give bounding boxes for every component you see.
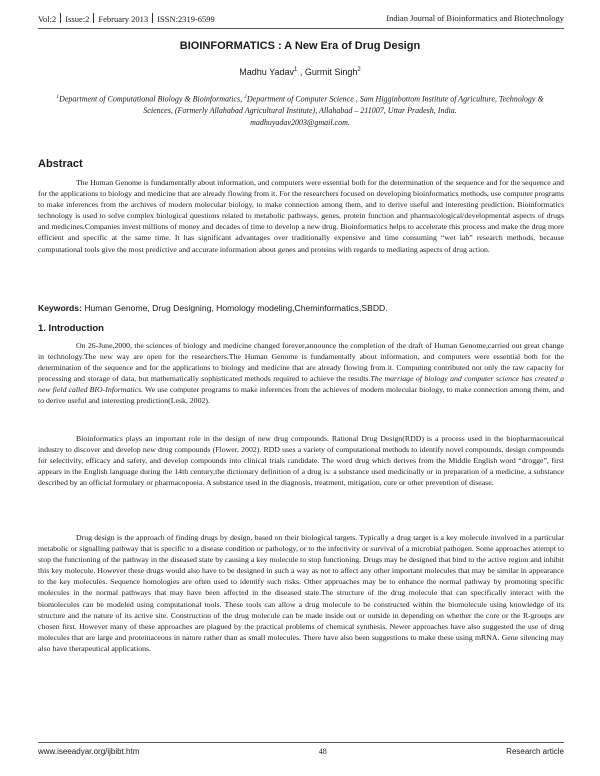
intro-paragraph-1	[38, 340, 564, 407]
intro-paragraph-3: Drug design is the approach of finding drugs by design, based on their biological targets. Typically a drug target is a key molecule involved in a particular metabolic or signalling pathway that is specific to a disease condition or pathology, or to the infectivity or survival of a microbial pathogen. Some approaches attempt to stop the functioning of the pathway in the diseased state by causing a key molecule to stop functioning. Drugs may be designed that bind to the active region and inhibit this key molecule. However these drugs would also have to be designed in such a way as not to affect any other important molecules that may be similar in appearance to the key molecules. Sequence homologies are often used to identify such risks. Other approaches may be to enhance the normal pathway by promoting specific molecules in the normal pathways that may have been affected in the diseased state.The structure of the drug molecule that can specifically interact with the biomolecules can be modeled using computational tools. These tools can allow a drug molecule to be constructed within the biomolecule using knowledge of its structure and the nature of its active site. Construction of the drug molecule can be made inside out or outside in depending on whether the core or the R-groups are chosen first. However many of these approaches are plagued by the practical problems of chemical synthesis. Newer approaches have also suggested the use of drug molecules that are large and proteinaceous in nature rather than as small molecules. There have also been suggestions to make these using mRNA. Gene silencing may also have therapeutical applications.	[38, 533, 564, 653]
keywords	[38, 303, 564, 313]
author-separator: ,	[297, 67, 305, 77]
journal-name: Indian Journal of Bioinformatics and Biotechnology	[386, 13, 564, 23]
affiliation	[44, 92, 556, 128]
footer-rule	[38, 742, 564, 743]
author-superscript: 1	[293, 67, 298, 73]
author-superscript: 2	[357, 67, 361, 73]
email-link[interactable]: madhuyadav2003@gmail.com.	[250, 117, 350, 127]
intro-p1-text: On 26-June,2000, the sciences of biology and medicine changed forever,announce the completion of the draft of Human Genome,carried out great change in technology.The new way are open for the researchers.The Human Genome is fundamentally about information, and computers were essential both for the determination of the sequence and for the applications to biology and medicine that are already flowing from it. Computing contributed not only the raw capacity for processing and storage of data, but mathematically sophisticated methods required to achieve the results.	[38, 341, 564, 384]
running-header	[38, 13, 564, 24]
issue: Issue:2	[65, 14, 90, 24]
article-type: Research article	[506, 747, 564, 756]
issue-info	[38, 13, 215, 24]
volume: Vol:2	[38, 14, 57, 24]
header-rule	[38, 28, 564, 29]
introduction-heading: 1. Introduction	[38, 323, 104, 334]
paper-title: BIOINFORMATICS : A New Era of Drug Design	[179, 40, 421, 52]
page-footer	[38, 747, 564, 756]
intro-p1-text-end: We use computer programs to make inferences from the achieves of modern molecular biology, to make connection among them, and to derive useful and interesting prediction(Lesk, 2002).	[38, 385, 564, 406]
abstract-text: The Human Genome is fundamentally about information, and computers were essential both for the determination of the sequence and for the sequence and for the applications to biology and medicine that are already flowing from it. For the researchers focused on developing bioinformatics methods, use computer programs to make inferences from the archives of modern molecular biology, to make connection among them, and to derive useful and interesting prediction. Bioinformatics technology is used to solve complex biological questions related to metabolic pathways, genes, protein function and pharmacological/developmental aspects of drugs and medicines.Companies invest millions of money and decades of time to develop a new drug. Bioinformatics helps to accelerate this process and make the drug more efficient and specific at the same time. It has significant advantages over traditionally expensive and time consuming “wet lab” research methods, because computational tools give the most predictive and accurate information about genes and proteins with regards to mediating aspects of drug action.	[38, 178, 564, 254]
journal-url[interactable]: www.iseeadyar.org/ijbibt.htm	[38, 747, 140, 756]
affiliation-superscript: 2	[244, 94, 247, 100]
page-number: 48	[318, 747, 327, 756]
affiliation-dept: Department of Computational Biology & Bioinformatics,	[59, 94, 245, 104]
intro-p1-italic: The marriage of biology and computer science has created a new field called BIO-Informatics.	[38, 374, 564, 395]
author-list	[0, 67, 600, 77]
keywords-text: Human Genome, Drug Designing, Homology modeling,Cheminformatics,SBDD.	[81, 303, 388, 313]
affiliation-superscript: 1	[56, 94, 60, 100]
author-name: Gurmit Singh	[304, 67, 358, 77]
date: February 2013	[98, 14, 149, 24]
abstract-heading: Abstract	[38, 158, 83, 170]
issn: ISSN:2319-6599	[157, 14, 215, 24]
keywords-label: Keywords:	[38, 303, 82, 313]
affiliation-dept: Department of Computer Science , Sam Higginbottom Institute of Agriculture, Technology & Sciences, (Formerly Allahabad Agricultural Institute), Allahabad – 211007, Uttar Pradesh, India.	[143, 94, 544, 116]
intro-paragraph-2: Bioinformatics plays an important role in the design of new drug compounds. Rational Drug Design(RDD) is a process used in the biopharmaceutical industry to discover and develop new drug compounds (Flower, 2002). RDD uses a variety of computational methods to identify novel compounds, design compounds for selectivity, efficacy and safety, and develop compounds into clinical trials candidate. The word drug which derives from the Middle English word “drogge”, first appears in the English language during the 14th century,the dictionary definition of a drug is: a substance used medicinally or in preparation of a medicine, a substance described by an official formulary or pharmacopoeia. A substance used in the diagnosis, treatment, mitigation, cure or other prevention of disease.	[38, 434, 564, 488]
author-name: Madhu Yadav	[239, 67, 294, 77]
